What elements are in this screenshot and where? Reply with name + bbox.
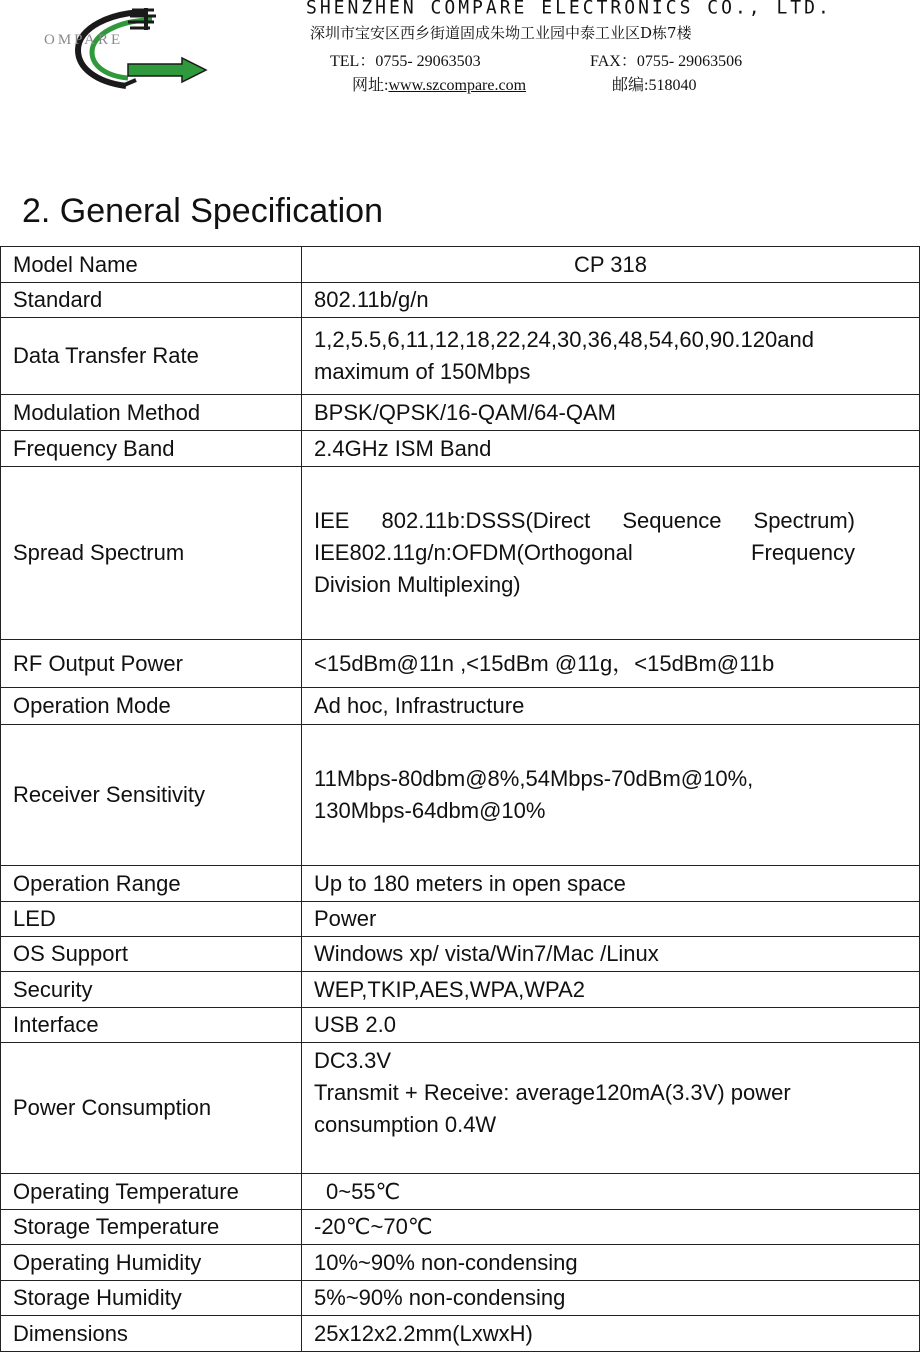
spec-value-line: 25x12x2.2mm(LxwxH): [314, 1320, 533, 1346]
spec-value-line: BPSK/QPSK/16-QAM/64-QAM: [314, 399, 616, 425]
spec-value-line: IEE 802.11b:DSSS(Direct Sequence Spectrum): [314, 508, 855, 533]
table-row: [1, 640, 920, 688]
table-row: [1, 1174, 920, 1210]
spec-value: [302, 1008, 920, 1043]
postal-code: 邮编:518040: [612, 77, 697, 94]
spec-value: [302, 247, 920, 283]
logo-wordmark: OMPARE: [44, 32, 124, 48]
spec-value: [302, 431, 920, 467]
spec-value: [302, 902, 920, 937]
table-row: [1, 937, 920, 972]
section-title: 2. General Specification: [22, 192, 383, 230]
spec-label: Frequency Band: [1, 431, 302, 467]
spec-value-line: <15dBm@11n ,<15dBm @11g，<15dBm@11b: [314, 650, 775, 676]
table-row: [1, 247, 920, 283]
spec-label: RF Output Power: [1, 640, 302, 688]
compare-logo: [70, 6, 220, 96]
table-row: [1, 688, 920, 725]
spec-label: Operation Mode: [1, 688, 302, 725]
spec-label: Standard: [1, 283, 302, 318]
spec-value: [302, 937, 920, 972]
spec-value-line: 2.4GHz ISM Band: [314, 435, 492, 461]
spec-value: [302, 640, 920, 688]
spec-value: [302, 1210, 920, 1245]
table-row: [1, 467, 920, 640]
spec-value: [302, 283, 920, 318]
telephone: TEL：0755- 29063503: [330, 53, 481, 70]
table-row: [1, 431, 920, 467]
spec-value: [302, 725, 920, 866]
spec-value-line: Division Multiplexing): [314, 572, 521, 597]
spec-label: Storage Temperature: [1, 1210, 302, 1245]
spec-value-line: Up to 180 meters in open space: [314, 870, 626, 896]
table-row: [1, 318, 920, 395]
spec-label: Interface: [1, 1008, 302, 1043]
spec-value-line: 1,2,5.5,6,11,12,18,22,24,30,36,48,54,60,90.120and: [314, 327, 814, 352]
spec-value: [302, 1043, 920, 1174]
spec-label: Modulation Method: [1, 395, 302, 431]
spec-label: Storage Humidity: [1, 1281, 302, 1316]
table-row: [1, 972, 920, 1008]
spec-value: [302, 972, 920, 1008]
table-row: [1, 395, 920, 431]
spec-label: Operating Humidity: [1, 1245, 302, 1281]
table-row: [1, 725, 920, 866]
spec-value-line: 802.11b/g/n: [314, 287, 429, 312]
spec-label: Power Consumption: [1, 1043, 302, 1174]
spec-value-line: -20℃~70℃: [314, 1214, 433, 1239]
spec-value: [302, 467, 920, 640]
spec-label: Spread Spectrum: [1, 467, 302, 640]
table-row: [1, 866, 920, 902]
spec-value-line: 10%~90% non-condensing: [314, 1249, 578, 1275]
spec-value-line: Transmit + Receive: average120mA(3.3V) power: [314, 1080, 791, 1105]
spec-value: [302, 395, 920, 431]
spec-value: [302, 1281, 920, 1316]
spec-value-line: Power: [314, 906, 377, 931]
website-label: 网址:: [352, 77, 389, 94]
spec-value-line: IEE802.11g/n:OFDM(Orthogonal Frequency: [314, 540, 855, 565]
spec-value-line: consumption 0.4W: [314, 1112, 497, 1137]
spec-value-line: CP 318: [574, 251, 647, 277]
letterhead: [0, 0, 920, 110]
specification-table: [0, 246, 920, 1352]
spec-label: Data Transfer Rate: [1, 318, 302, 395]
spec-label: LED: [1, 902, 302, 937]
table-row: [1, 1043, 920, 1174]
fax-number: FAX：0755- 29063506: [590, 53, 743, 70]
website: [352, 72, 526, 95]
table-row: [1, 1281, 920, 1316]
spec-value: [302, 1174, 920, 1210]
spec-value: [302, 1245, 920, 1281]
spec-value: [302, 688, 920, 725]
spec-value: [302, 318, 920, 395]
spec-value-line: WEP,TKIP,AES,WPA,WPA2: [314, 976, 586, 1002]
spec-value-line: 0~55℃: [326, 1178, 401, 1204]
spec-label: Receiver Sensitivity: [1, 725, 302, 866]
table-row: [1, 1008, 920, 1043]
spec-value: [302, 1316, 920, 1352]
table-row: [1, 283, 920, 318]
spec-value: [302, 866, 920, 902]
table-row: [1, 1210, 920, 1245]
spec-value-line: Windows xp/ vista/Win7/Mac /Linux: [314, 941, 659, 966]
spec-value-line: 130Mbps-64dbm@10%: [314, 798, 546, 823]
spec-label: Security: [1, 972, 302, 1008]
spec-label: Dimensions: [1, 1316, 302, 1352]
table-row: [1, 1245, 920, 1281]
spec-value-line: 11Mbps-80dbm@8%,54Mbps-70dBm@10%,: [314, 766, 754, 791]
website-link[interactable]: www.szcompare.com: [388, 77, 527, 94]
spec-value-line: USB 2.0: [314, 1012, 396, 1037]
spec-value-line: maximum of 150Mbps: [314, 359, 531, 384]
spec-value-line: 5%~90% non-condensing: [314, 1285, 566, 1310]
table-row: [1, 1316, 920, 1352]
spec-value-line: Ad hoc, Infrastructure: [314, 693, 525, 718]
table-row: [1, 902, 920, 937]
spec-label: Operating Temperature: [1, 1174, 302, 1210]
company-address: 深圳市宝安区西乡街道固成朱坳工业园中泰工业区D栋7楼: [310, 24, 692, 42]
spec-label: Operation Range: [1, 866, 302, 902]
spec-value-line: DC3.3V: [314, 1048, 392, 1073]
spec-label: OS Support: [1, 937, 302, 972]
spec-label: Model Name: [1, 247, 302, 283]
company-name: SHENZHEN COMPARE ELECTRONICS CO., LTD.: [306, 0, 832, 19]
